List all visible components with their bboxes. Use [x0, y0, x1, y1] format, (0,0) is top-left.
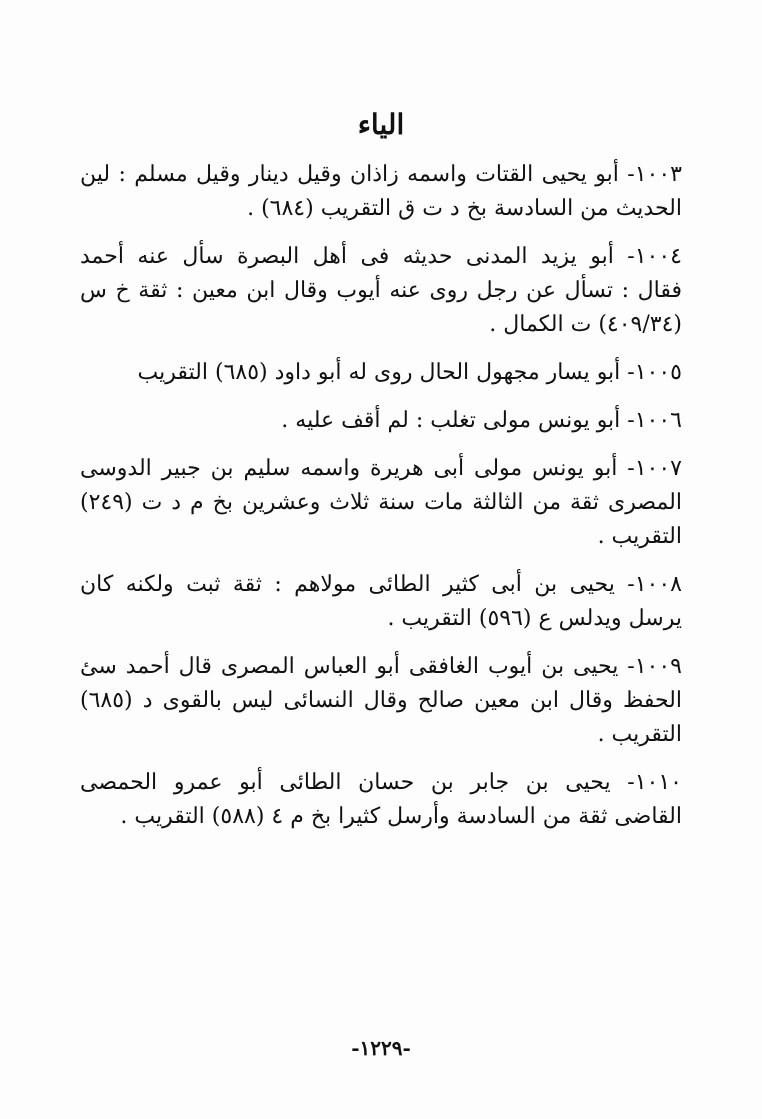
entry-1010 [80, 766, 682, 834]
entry-line: ١٠١٠- يحيى بن جابر بن حسان الطائى أبو عمرو الحمصى [80, 770, 682, 795]
entry-line: فقال : تسأل عن رجل روى عنه أيوب وقال ابن معين : ثقة خ س [80, 278, 682, 303]
entry-line: التقريب . [597, 524, 682, 549]
entry-line: الحفظ وقال ابن معين صالح وقال النسائى ليس بالقوى د (٦٨٥) [80, 688, 682, 713]
entry-line: ١٠٠٦- أبو يونس مولى تغلب : لم أقف عليه . [281, 408, 682, 433]
entry-line: ١٠٠٣- أبو يحيى القتات واسمه زاذان وقيل دينار وقيل مسلم : لين [80, 162, 682, 187]
entry-1004 [80, 240, 682, 342]
page-number: -١٢٢٩- [351, 1036, 411, 1060]
entry-1007 [80, 452, 682, 554]
entry-1003 [80, 158, 682, 226]
entry-line: التقريب . [597, 722, 682, 747]
entry-line: ١٠٠٤- أبو يزيد المدنى حديثه فى أهل البصرة سأل عنه أحمد [80, 244, 682, 269]
entry-line: ١٠٠٥- أبو يسار مجهول الحال روى له أبو داود (٦٨٥) التقريب [137, 360, 682, 385]
entry-line: يرسل ويدلس ع (٥٩٦) التقريب . [387, 606, 682, 631]
entry-line: المصرى ثقة من الثالثة مات سنة ثلاث وعشرين بخ م د ت (٢٤٩) [80, 490, 682, 515]
entry-list [80, 158, 682, 848]
entry-line: ١٠٠٧- أبو يونس مولى أبى هريرة واسمه سليم بن جبير الدوسى [80, 456, 682, 481]
entry-1009 [80, 650, 682, 752]
entry-line: القاضى ثقة من السادسة وأرسل كثيرا بخ م ٤ (٥٨٨) التقريب . [120, 804, 682, 829]
entry-line: ١٠٠٩- يحيى بن أيوب الغافقى أبو العباس المصرى قال أحمد سئ [80, 654, 682, 679]
entry-1006 [80, 404, 682, 438]
entry-line: (٤٠٩/٣٤) ت الكمال . [489, 312, 682, 337]
section-heading: الياء [357, 108, 405, 141]
entry-1008 [80, 568, 682, 636]
entry-1005 [80, 356, 682, 390]
entry-line: الحديث من السادسة بخ د ت ق التقريب (٦٨٤) . [247, 196, 682, 221]
entry-line: ١٠٠٨- يحيى بن أبى كثير الطائى مولاهم : ثقة ثبت ولكنه كان [80, 572, 682, 597]
